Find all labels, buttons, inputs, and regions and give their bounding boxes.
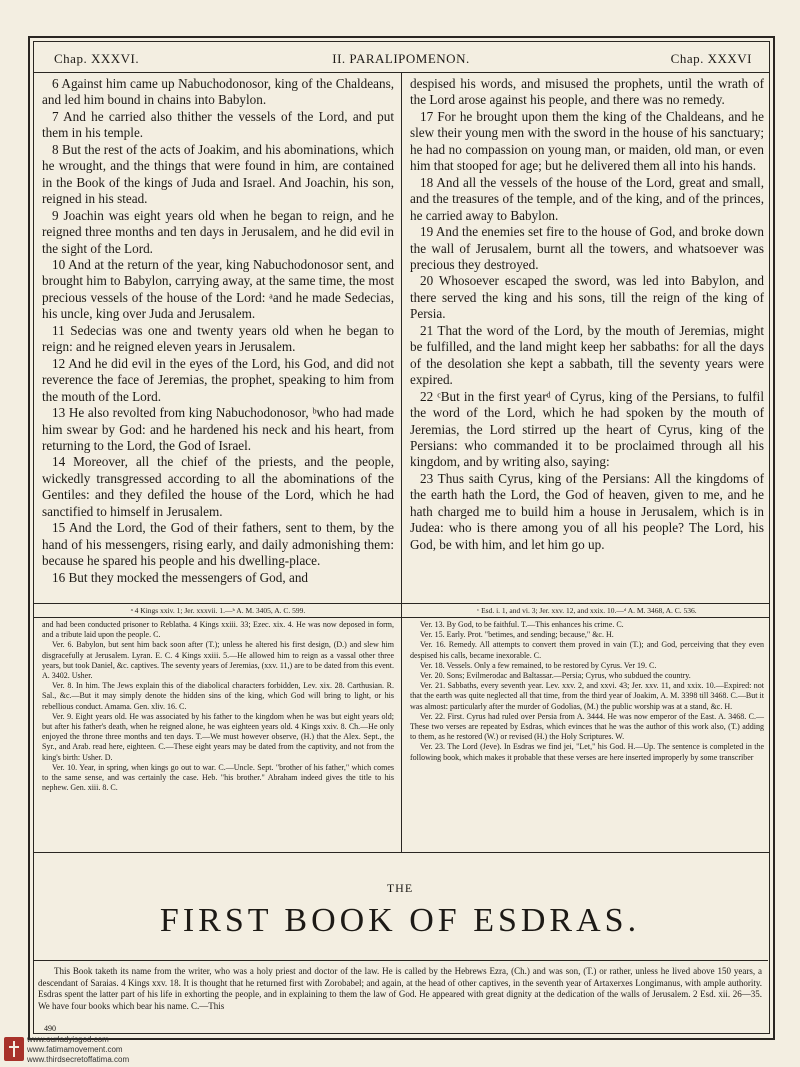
verse: 23 Thus saith Cyrus, king of the Persians: All the kingdoms of the earth hath the Lord, the God of heaven, given to me, and he hath charged me to build him a house in Jerusalem, which is in Judea: who is there among you of all his people? The Lord, his God, be with him, and let him go up.: [410, 470, 764, 552]
note: and had been conducted prisoner to Reblatha. 4 Kings xxiii. 33; Ezec. xix. 4. He was now deposed in form, and a tribute laid upon the people. C.: [42, 620, 394, 640]
verse: 11 Sedecias was one and twenty years old when he began to reign: and he reigned eleven years in Jerusalem.: [42, 322, 394, 355]
running-header: [40, 48, 762, 70]
note: Ver. 10. Year, in spring, when kings go out to war. C.—Uncle. Sept. "brother of his father," which comes to the same sense, and was certainly the case. Heb. "his brother." Abraham indeed gives the title to his nephew. Gen. xiii. 8. C.: [42, 762, 394, 793]
verse: 7 And he carried also thither the vessels of the Lord, and put them in his temple.: [42, 108, 394, 141]
header-chapter-right: Chap. XXXVI: [670, 51, 752, 66]
verse: 15 And the Lord, the God of their fathers, sent to them, by the hand of his messengers, rising early, and daily admonishing them: because he spared his people and his dwelling-place.: [42, 520, 394, 569]
verse: 18 And all the vessels of the house of the Lord, great and small, and the treasures of the temple, and of the king, and of the princes, he carried away to Babylon.: [410, 174, 764, 223]
watermark-url: www.thirdsecretoffatima.com: [27, 1055, 130, 1064]
commentary-right: [410, 620, 764, 763]
footnote-refs-right: ᶜ Esd. i. 1, and vi. 3; Jer. xxv. 12, and xxix. 10.—ᵈ A. M. 3468, A. C. 536.: [477, 606, 697, 615]
intro-rule: [34, 960, 768, 961]
note: Ver. 20. Sons; Evilmerodac and Baltassar.—Persia; Cyrus, who subdued the country.: [420, 671, 691, 681]
verse: 8 But the rest of the acts of Joakim, and his abominations, which he wrought, and the things that were found in him, are contained in the Book of the kings of Juda and Israel. And Joachin, his son, reigned in his stead.: [42, 141, 394, 207]
verse: despised his words, and misused the prophets, until the wrath of the Lord arose against his people, and there was no remedy.: [410, 76, 764, 108]
verse: 12 And he did evil in the eyes of the Lord, his God, and did not reverence the face of Jeremias, the prophet, speaking to him from the mouth of the Lord.: [42, 355, 394, 404]
footnote-refs-left: ᵃ 4 Kings xxiv. 1; Jer. xxxvii. 1.—ᵇ A. M. 3405, A. C. 599.: [130, 606, 306, 615]
verse: 17 For he brought upon them the king of the Chaldeans, and he slew their young men with the sword in the house of his sanctuary; he had no compassion on young man, or maiden, old man, or even him that stooped for age; but he delivered them all into his hands.: [410, 108, 764, 174]
note: Ver. 15. Early. Prot. "betimes, and sending; because," &c. H.: [420, 630, 614, 640]
note: Ver. 13. By God, to be faithful. T.—This enhances his crime. C.: [420, 620, 624, 629]
footnote-rule: [33, 603, 769, 604]
verse: 9 Joachin was eight years old when he began to reign, and he reigned three months and ten days in Jerusalem, and he did evil in the sight of the Lord.: [42, 207, 394, 256]
verse: 21 That the word of the Lord, by the mouth of Jeremias, might be fulfilled, and the land might keep her sabbaths: for all the days of the desolation she kept a sabbath, till the seventy years were expired.: [410, 322, 764, 388]
section-rule: [33, 852, 769, 853]
verse: 13 He also revolted from king Nabuchodonosor, ᵇwho had made him swear by God: and he hardened his neck and his heart, from returning to the Lord, the God of Israel.: [42, 405, 394, 453]
left-text-column: [42, 76, 394, 586]
note: Ver. 9. Eight years old. He was associated by his father to the kingdom when he was but eight years old; but after his father's death, when he reigned alone, he was eighteen years old. 4 Kings xxiv. 8. Ch.—He only enjoyed the throne three months and ten days. T.—We must however observe, (H.) that the Alex. Sept., the Syr., and Arab. read here, eighteen. C.—These eight years may be dated from the captivity, and not from the king's birth: Usher. D.: [42, 711, 394, 762]
fatima-logo-icon: [4, 1037, 24, 1061]
note: Ver. 23. The Lord (Jeve). In Esdras we find jei, "Let," his God. H.—Up. The sentence is completed in the following book, which makes it probable that these verses are here inserted improperly by some transcriber: [410, 742, 764, 762]
note: Ver. 21. Sabbaths, every seventh year. Lev. xxv. 2, and xxvi. 43; Jer. xxv. 11, and xxix. 10.—Expired: not that the earth was quite neglected all that time, from the third year of Joakim, A. M. 3398 till 3468. C.—But it was almost: particularly after the murder of Godolias, (M.) the public worship was at a stand, &c. H.: [410, 681, 764, 711]
column-divider: [401, 72, 402, 617]
right-text-column: [410, 76, 764, 553]
watermark-url: www.ourladyisgod.com: [27, 1035, 109, 1044]
verse: 20 Whosoever escaped the sword, was led into Babylon, and there served the king and his sons, till the reign of the king of Persia.: [410, 273, 764, 322]
header-book-title: II. PARALIPOMENON.: [332, 51, 470, 66]
note: Ver. 6. Babylon, but sent him back soon after (T.); unless he altered his first design, (D.) and slew him disgracefully at Jerusalem. Lyran. E. C. 4 Kings xxiii. 5.—He allowed him to reign as a vassal other three years, but took Daniel, &c. captives. The seventy years of Jeremias, (xxv. 11,) are to be dated from this event. A. 3402. Usher.: [42, 640, 394, 681]
note: Ver. 18. Vessels. Only a few remained, to be restored by Cyrus. Ver 19. C.: [420, 660, 657, 670]
book-introduction: [38, 966, 762, 1012]
verse: 22 ᶜBut in the first yearᵈ of Cyrus, king of the Persians, to fulfil the word of the Lord, which he had spoken by the mouth of Jeremias, the Lord stirred up the heart of Cyrus, king of the Persians: who commanded it to be proclaimed through all his kingdom, and by writing also, saying:: [410, 388, 764, 470]
section-the: THE: [386, 881, 414, 895]
verse: 10 And at the return of the year, king Nabuchodonosor sent, and brought him to Babylon, carrying away, at the same time, the most precious vessels of the house of the Lord: ᵃand he made Sedecias, his uncle, king over Juda and Jerusalem.: [42, 256, 394, 322]
header-chapter-left: Chap. XXXVI.: [54, 51, 140, 66]
verse: 6 Against him came up Nabuchodonosor, king of the Chaldeans, and led him bound in chains into Babylon.: [42, 76, 394, 108]
verse: 16 But they mocked the messengers of God, and: [52, 569, 309, 585]
note: Ver. 8. In him. The Jews explain this of the diabolical characters forbidden, Lev. xix. 28. Carthusian. R. Sal., &c.—But it may simply denote the hidden sins of the king, which God will bring to light, or his rebellious conduct. Amama. Gen. xliv. 16. C.: [42, 681, 394, 711]
intro-text: This Book taketh its name from the writer, who was a holy priest and doctor of the law. He is called by the Hebrews Ezra, (Ch.) and was son, (T.) or rather, unless he lived above 150 years, a descendant of Saraias. 4 Kings xxv. 18. It is thought that he returned first with Zorobabel; and again, at the head of other captives, in the seventh year of Artaxerxes Longimanus, with ample authority. Esdras spent the latter part of his life in exhorting the people, and in explaining to them the law of God. He appeared with great dignity at the dedication of the walls of Jerusalem. 2 Esd. xii. 26—35. We have four books which bear his name. C.—This: [38, 966, 762, 1011]
watermark-url: www.fatimamovement.com: [27, 1045, 123, 1054]
watermark-urls: [27, 1035, 129, 1065]
verse: 14 Moreover, all the chief of the priests, and the people, wickedly transgressed according to all the abominations of the Gentiles: and they defiled the house of the Lord, which he had sanctified to himself in Jerusalem.: [42, 454, 394, 519]
note: Ver. 22. First. Cyrus had ruled over Persia from A. 3444. He was now emperor of the East. A. 3468. C.—These two verses are repeated by Esdras, which evinces that he was the author of this work also, (T.) adding to them, as he restored (W.) or revised (H.) the Holy Scriptures. W.: [410, 711, 764, 742]
notes-divider: [401, 617, 402, 852]
page-number: 490: [44, 1024, 56, 1033]
book-title: FIRST BOOK OF ESDRAS.: [159, 902, 641, 939]
verse: 19 And the enemies set fire to the house of God, and broke down the wall of Jerusalem, burnt all the towers, and whatsoever was precious they destroyed.: [410, 224, 764, 272]
note: Ver. 16. Remedy. All attempts to convert them proved in vain (T.); and God, perceiving that they even despised his calls, became inexorable. C.: [410, 640, 764, 660]
commentary-left: [42, 620, 394, 793]
